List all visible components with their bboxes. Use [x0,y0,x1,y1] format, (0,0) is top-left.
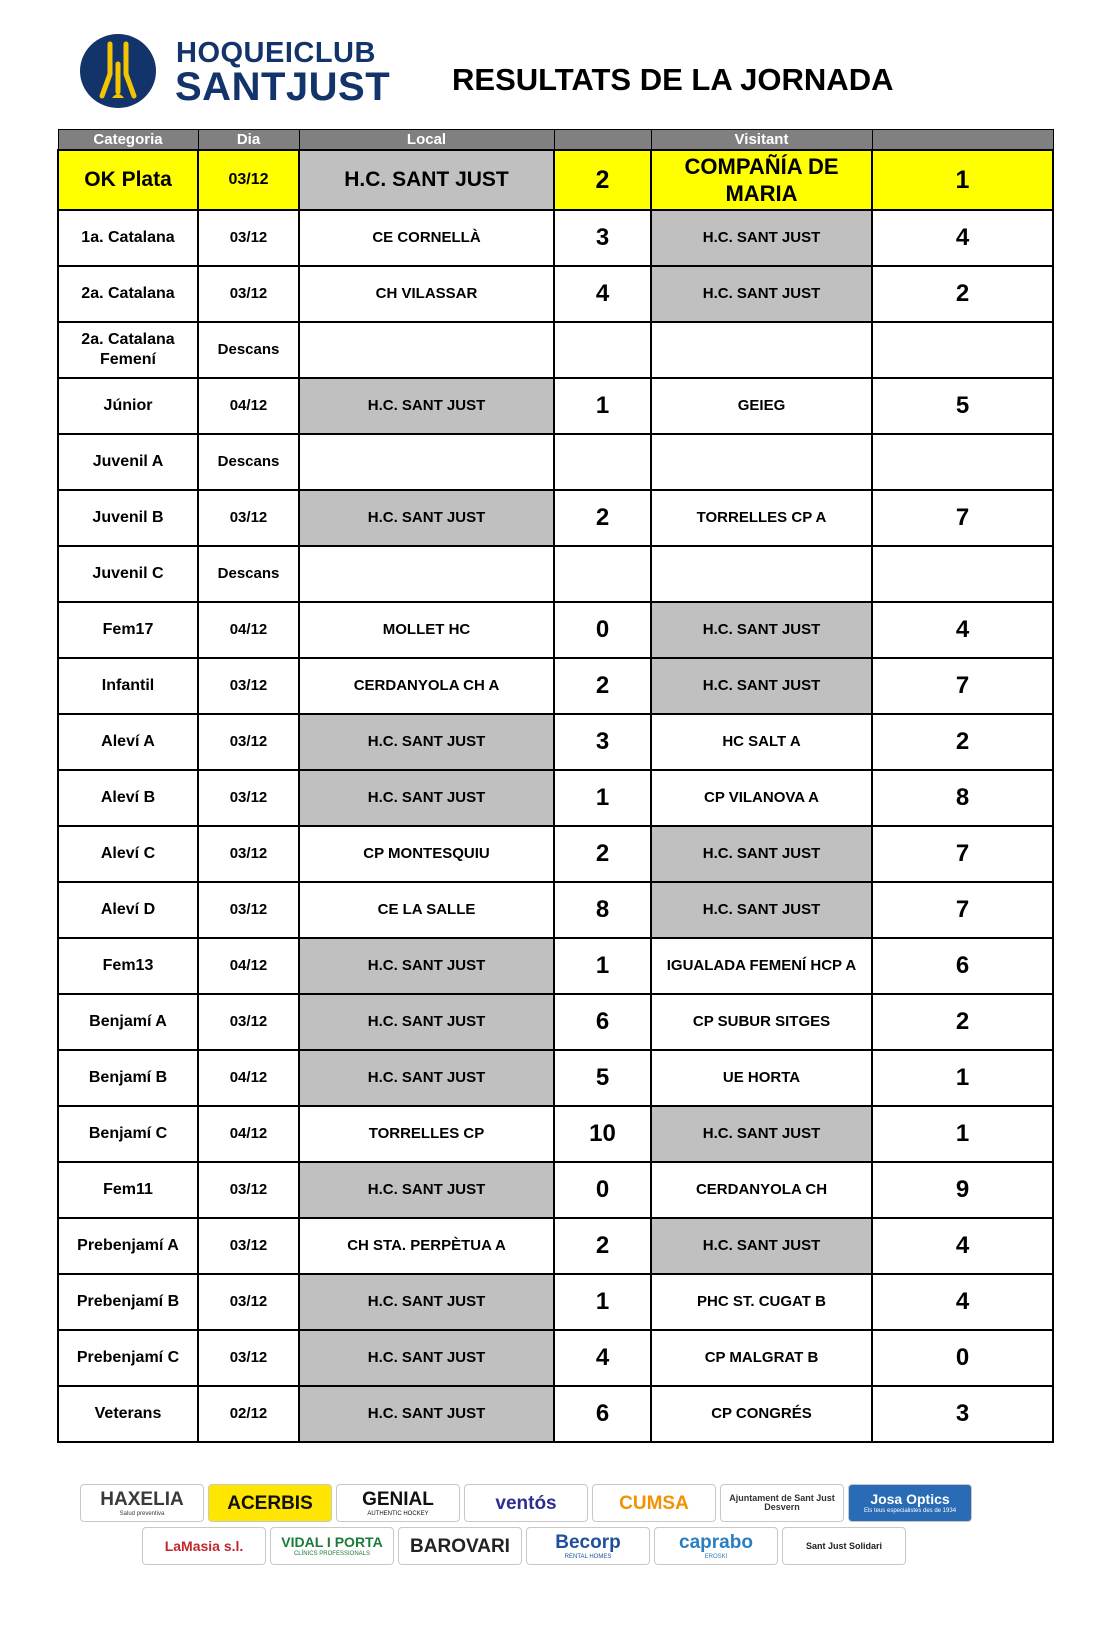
day-cell: 03/12 [198,658,299,714]
home-score-cell: 3 [554,714,651,770]
home-team-cell: H.C. SANT JUST [299,938,554,994]
home-team-cell: CERDANYOLA CH A [299,658,554,714]
home-score-cell: 2 [554,826,651,882]
sponsor-name: ACERBIS [227,1492,313,1514]
day-cell: 03/12 [198,490,299,546]
category-cell: Benjamí B [58,1050,198,1106]
sponsor-name: LaMasia s.l. [164,1538,244,1554]
table-row [58,378,1053,434]
away-score-cell: 7 [872,490,1053,546]
away-team-cell: H.C. SANT JUST [651,602,872,658]
away-score-cell: 5 [872,378,1053,434]
day-cell: 04/12 [198,938,299,994]
home-team-cell: CH VILASSAR [299,266,554,322]
sponsor-tagline: EROSKI [704,1553,728,1560]
home-score-cell: 6 [554,994,651,1050]
category-cell: Aleví C [58,826,198,882]
club-logo [80,34,391,109]
home-score-cell: 8 [554,882,651,938]
home-score-cell: 1 [554,938,651,994]
away-team-cell: COMPAÑÍA DE MARIA [651,150,872,210]
category-cell: Aleví A [58,714,198,770]
category-cell: Prebenjamí B [58,1274,198,1330]
away-score-cell [872,546,1053,602]
day-cell: 03/12 [198,770,299,826]
away-team-cell: CERDANYOLA CH [651,1162,872,1218]
away-score-cell: 1 [872,1050,1053,1106]
table-row [58,1162,1053,1218]
sponsor-name: Josa Optics [870,1491,950,1507]
day-cell: 03/12 [198,714,299,770]
home-score-cell: 4 [554,266,651,322]
away-score-cell: 7 [872,658,1053,714]
sponsor-tagline: RENTAL HOMES [564,1553,612,1560]
category-cell: Infantil [58,658,198,714]
away-team-cell: CP SUBUR SITGES [651,994,872,1050]
day-cell: 03/12 [198,150,299,210]
column-header-away-score [872,130,1053,151]
table-row [58,602,1053,658]
away-score-cell: 1 [872,150,1053,210]
home-score-cell: 1 [554,1274,651,1330]
sponsor-logo-vidal-i-porta [270,1527,394,1565]
home-team-cell: H.C. SANT JUST [299,714,554,770]
home-team-cell: CE CORNELLÀ [299,210,554,266]
category-cell: 1a. Catalana [58,210,198,266]
day-cell: 02/12 [198,1386,299,1442]
home-score-cell: 1 [554,770,651,826]
away-team-cell: PHC ST. CUGAT B [651,1274,872,1330]
sponsor-logo-haxelia [80,1484,204,1522]
category-cell: OK Plata [58,150,198,210]
home-score-cell: 3 [554,210,651,266]
results-table [57,129,1054,1443]
sponsor-logo-lamasia [142,1527,266,1565]
away-score-cell: 7 [872,882,1053,938]
day-cell: 03/12 [198,1218,299,1274]
away-score-cell: 4 [872,1218,1053,1274]
club-name-line2: SANTJUST [175,65,391,109]
page-title: RESULTATS DE LA JORNADA [452,62,894,97]
table-header-row [58,130,1053,151]
day-cell: 03/12 [198,1274,299,1330]
sponsor-logo-josa-optics [848,1484,972,1522]
away-team-cell: H.C. SANT JUST [651,882,872,938]
sponsor-logo-becorp [526,1527,650,1565]
away-team-cell: H.C. SANT JUST [651,826,872,882]
category-cell: Veterans [58,1386,198,1442]
table-row [58,938,1053,994]
table-row [58,266,1053,322]
away-team-cell: IGUALADA FEMENÍ HCP A [651,938,872,994]
home-team-cell: H.C. SANT JUST [299,490,554,546]
sponsor-logo-cumsa [592,1484,716,1522]
away-score-cell: 2 [872,266,1053,322]
day-cell: 03/12 [198,826,299,882]
table-row [58,210,1053,266]
column-header-day: Dia [198,130,299,151]
home-score-cell: 1 [554,378,651,434]
table-row [58,1218,1053,1274]
day-cell: Descans [198,546,299,602]
day-cell: 04/12 [198,1106,299,1162]
day-cell: 03/12 [198,882,299,938]
home-score-cell [554,434,651,490]
column-header-home: Local [299,130,554,151]
sponsor-logo-acerbis [208,1484,332,1522]
home-team-cell: CE LA SALLE [299,882,554,938]
home-team-cell: H.C. SANT JUST [299,1330,554,1386]
table-row [58,546,1053,602]
sponsor-logo-ajuntament [720,1484,844,1522]
home-team-cell: H.C. SANT JUST [299,1050,554,1106]
table-row [58,770,1053,826]
table-row [58,1274,1053,1330]
away-team-cell: CP VILANOVA A [651,770,872,826]
away-team-cell: H.C. SANT JUST [651,266,872,322]
sponsor-name: GENIAL [362,1488,434,1510]
table-row [58,714,1053,770]
sponsor-name: BAROVARI [410,1535,510,1557]
column-header-home-score [554,130,651,151]
away-team-cell: CP MALGRAT B [651,1330,872,1386]
home-score-cell: 6 [554,1386,651,1442]
home-team-cell: H.C. SANT JUST [299,150,554,210]
day-cell: Descans [198,434,299,490]
home-score-cell: 0 [554,602,651,658]
home-team-cell [299,546,554,602]
away-team-cell [651,434,872,490]
away-team-cell: H.C. SANT JUST [651,210,872,266]
home-score-cell: 2 [554,658,651,714]
away-team-cell: GEIEG [651,378,872,434]
sponsor-logo-ventos [464,1484,588,1522]
home-team-cell: CH STA. PERPÈTUA A [299,1218,554,1274]
category-cell: Juvenil B [58,490,198,546]
day-cell: Descans [198,322,299,378]
home-team-cell: H.C. SANT JUST [299,1162,554,1218]
sponsor-logo-sant-just-solidari [782,1527,906,1565]
day-cell: 03/12 [198,994,299,1050]
category-cell: Juvenil C [58,546,198,602]
table-row [58,434,1053,490]
home-score-cell: 5 [554,1050,651,1106]
sponsor-name: Ajuntament de Sant Just Desvern [729,1493,835,1512]
table-row [58,826,1053,882]
table-row [58,1106,1053,1162]
club-emblem-icon [80,34,156,108]
away-score-cell [872,322,1053,378]
sponsor-name: ventós [495,1492,557,1514]
away-score-cell: 4 [872,1274,1053,1330]
away-team-cell: HC SALT A [651,714,872,770]
category-cell: Aleví B [58,770,198,826]
table-row [58,1330,1053,1386]
sponsor-name: caprabo [679,1531,753,1553]
category-cell: Benjamí A [58,994,198,1050]
home-team-cell: H.C. SANT JUST [299,770,554,826]
away-team-cell: H.C. SANT JUST [651,1106,872,1162]
day-cell: 04/12 [198,378,299,434]
sponsor-logo-barovari [398,1527,522,1565]
away-score-cell: 9 [872,1162,1053,1218]
away-team-cell: TORRELLES CP A [651,490,872,546]
category-cell: 2a. Catalana Femení [58,322,198,378]
away-score-cell [872,434,1053,490]
table-row [58,994,1053,1050]
home-team-cell: TORRELLES CP [299,1106,554,1162]
category-cell: Prebenjamí A [58,1218,198,1274]
away-team-cell: H.C. SANT JUST [651,1218,872,1274]
table-row [58,322,1053,378]
sponsor-name: Becorp [555,1531,621,1553]
category-cell: Prebenjamí C [58,1330,198,1386]
category-cell: 2a. Catalana [58,266,198,322]
away-score-cell: 2 [872,714,1053,770]
category-cell: Fem11 [58,1162,198,1218]
away-score-cell: 1 [872,1106,1053,1162]
category-cell: Fem17 [58,602,198,658]
home-team-cell: H.C. SANT JUST [299,378,554,434]
sponsor-name: VIDAL I PORTA [281,1534,383,1550]
home-team-cell: H.C. SANT JUST [299,1274,554,1330]
away-score-cell: 3 [872,1386,1053,1442]
sponsor-name: CUMSA [619,1492,689,1514]
column-header-category: Categoria [58,130,198,151]
home-score-cell [554,546,651,602]
home-score-cell: 4 [554,1330,651,1386]
table-row [58,658,1053,714]
sponsor-tagline: Els teus especialistes des de 1934 [863,1508,957,1514]
sponsor-tagline: AUTHENTIC HOCKEY [367,1510,429,1517]
table-row [58,882,1053,938]
home-team-cell: CP MONTESQUIU [299,826,554,882]
away-team-cell: CP CONGRÉS [651,1386,872,1442]
day-cell: 04/12 [198,1050,299,1106]
table-row [58,1050,1053,1106]
category-cell: Benjamí C [58,1106,198,1162]
home-score-cell: 2 [554,150,651,210]
home-score-cell: 10 [554,1106,651,1162]
home-team-cell: H.C. SANT JUST [299,994,554,1050]
category-cell: Fem13 [58,938,198,994]
away-score-cell: 2 [872,994,1053,1050]
sponsor-name: Sant Just Solidari [805,1540,883,1551]
away-score-cell: 4 [872,602,1053,658]
featured-result-row [58,150,1053,210]
home-score-cell: 2 [554,1218,651,1274]
category-cell: Juvenil A [58,434,198,490]
category-cell: Júnior [58,378,198,434]
sponsor-tagline: CLÍNICS PROFESSIONALS [293,1551,370,1557]
home-score-cell: 2 [554,490,651,546]
day-cell: 04/12 [198,602,299,658]
home-team-cell [299,434,554,490]
home-team-cell [299,322,554,378]
home-score-cell: 0 [554,1162,651,1218]
category-cell: Aleví D [58,882,198,938]
away-team-cell [651,322,872,378]
away-team-cell: H.C. SANT JUST [651,658,872,714]
sponsor-tagline: Salud preventiva [119,1510,165,1517]
away-score-cell: 0 [872,1330,1053,1386]
away-team-cell: UE HORTA [651,1050,872,1106]
away-score-cell: 7 [872,826,1053,882]
away-score-cell: 8 [872,770,1053,826]
sponsor-logo-genial [336,1484,460,1522]
home-team-cell: MOLLET HC [299,602,554,658]
sponsor-name: HAXELIA [100,1488,184,1510]
table-row [58,1386,1053,1442]
column-header-away: Visitant [651,130,872,151]
away-score-cell: 6 [872,938,1053,994]
table-row [58,490,1053,546]
results-body [58,150,1053,1442]
day-cell: 03/12 [198,266,299,322]
day-cell: 03/12 [198,1330,299,1386]
sponsor-logo-caprabo [654,1527,778,1565]
away-score-cell: 4 [872,210,1053,266]
home-team-cell: H.C. SANT JUST [299,1386,554,1442]
day-cell: 03/12 [198,1162,299,1218]
club-name-line1: HOQUEICLUB [176,37,376,69]
day-cell: 03/12 [198,210,299,266]
home-score-cell [554,322,651,378]
away-team-cell [651,546,872,602]
